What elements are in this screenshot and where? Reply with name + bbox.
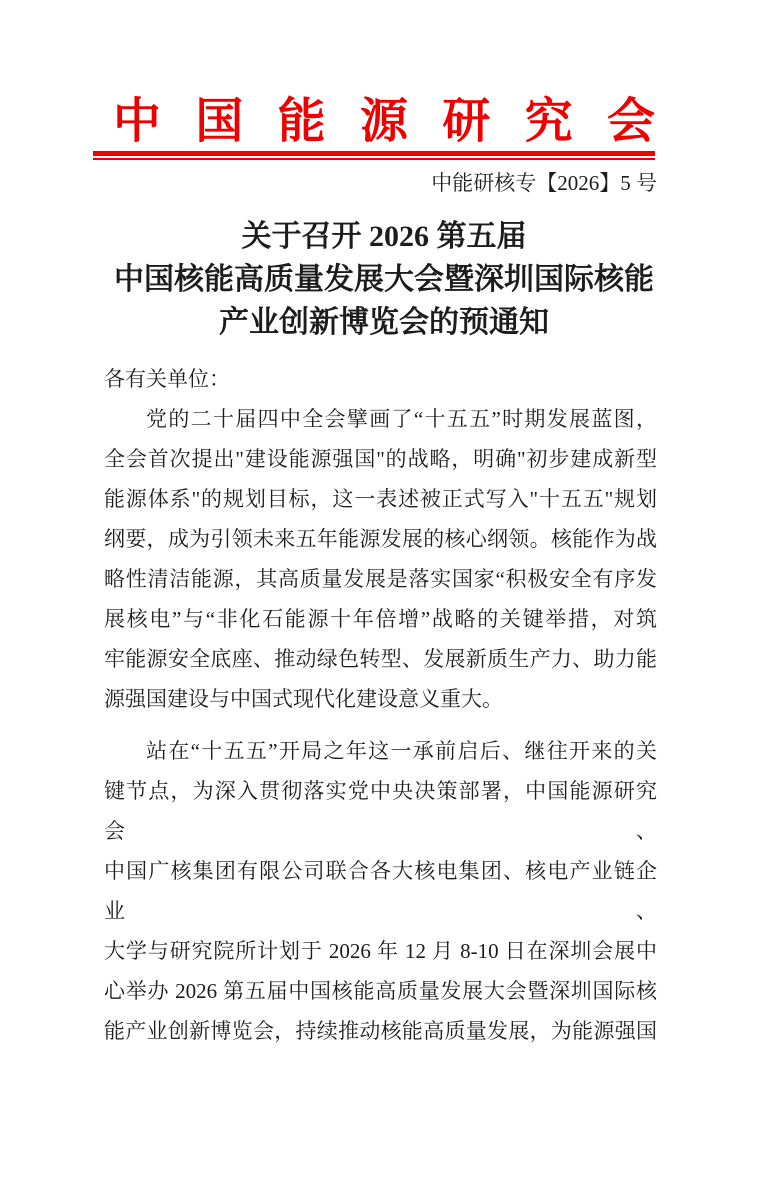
doc-reference-number: 中能研核专【2026】5 号: [431, 171, 657, 195]
body-line: 略性清洁能源，其高质量发展是落实国家“积极安全有序发: [104, 567, 657, 591]
body-line: 展核电”与“非化石能源十年倍增”战略的关键举措，对筑: [104, 607, 657, 631]
body-line: 心举办 2026 第五届中国核能高质量发展大会暨深圳国际核: [104, 979, 657, 1003]
body-line: 牢能源安全底座、推动绿色转型、发展新质生产力、助力能: [104, 647, 657, 671]
body-line: 源强国建设与中国式现代化建设意义重大。: [104, 687, 503, 711]
notice-body: [104, 359, 657, 1051]
notice-title-line-1: 关于召开 2026 第五届: [241, 220, 527, 253]
body-line: 能源体系"的规划目标，这一表述被正式写入"十五五"规划: [104, 487, 657, 511]
rule-thin-line: [93, 158, 655, 160]
salutation: 各有关单位：: [104, 367, 230, 391]
body-line: 全会首次提出"建设能源强国"的战略，明确"初步建成新型: [104, 447, 657, 471]
document-page: [0, 96, 768, 1051]
body-line: 纲要，成为引领未来五年能源发展的核心纲领。核能作为战: [104, 527, 657, 551]
letterhead-org-name: 中 国 能 源 研 究 会: [113, 95, 655, 148]
body-line: 党的二十届四中全会擘画了“十五五”时期发展蓝图，: [146, 407, 657, 431]
body-line: 站在“十五五”开局之年这一承前启后、继往开来的关: [146, 739, 657, 763]
body-line: 能产业创新博览会，持续推动核能高质量发展，为能源强国: [104, 1019, 657, 1043]
letterhead-double-rule: [93, 151, 655, 160]
notice-title: [0, 215, 768, 344]
notice-title-line-2: 中国核能高质量发展大会暨深圳国际核能: [114, 263, 654, 296]
notice-title-line-3: 产业创新博览会的预通知: [219, 306, 549, 339]
body-line: 键节点，为深入贯彻落实党中央决策部署，中国能源研究会、: [104, 779, 657, 843]
paragraph-1: [104, 399, 657, 719]
body-line: 中国广核集团有限公司联合各大核电集团、核电产业链企业、: [104, 859, 657, 923]
body-line: 大学与研究院所计划于 2026 年 12 月 8-10 日在深圳会展中: [104, 939, 657, 963]
paragraph-2: [104, 731, 657, 1051]
